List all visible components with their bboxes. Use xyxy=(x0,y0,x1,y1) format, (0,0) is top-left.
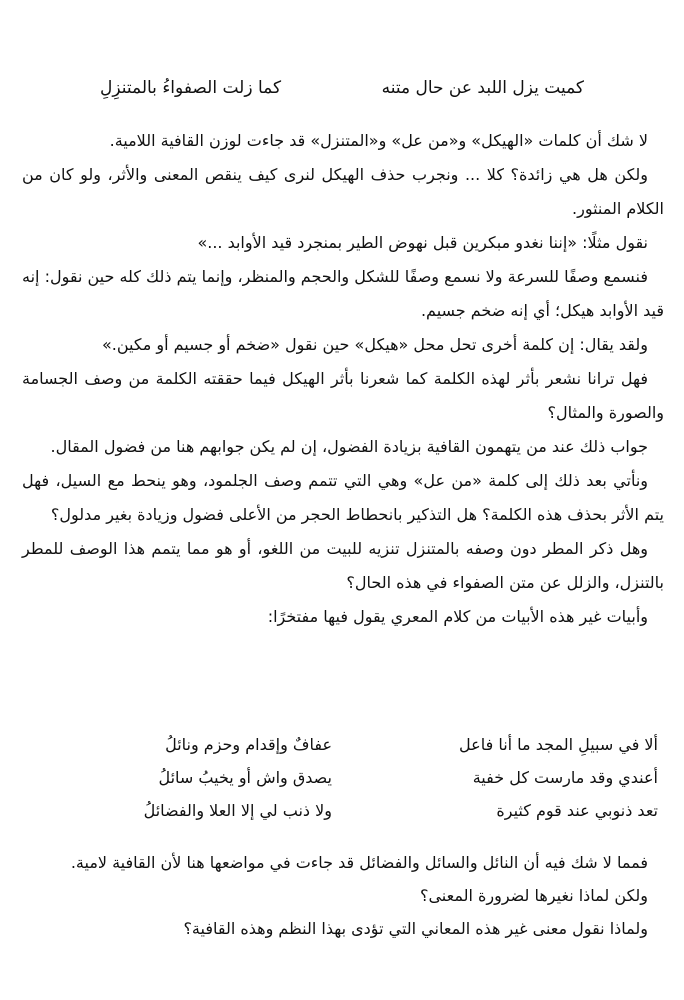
poem-first-hemistich: أعندي وقد مارست كل خفية xyxy=(472,768,658,787)
paragraph: ونأتي بعد ذلك إلى كلمة «من عل» وهي التي تتمم وصف الجلمود، وهو ينحط مع السيل، فهل يتم الأثر بحذف هذه الكلمة؟ هل التذكير بانحطاط الحجر من الأعلى فضول وزيادة بغير مدلول؟ xyxy=(22,471,664,524)
paragraph: ولقد يقال: إن كلمة أخرى تحل محل «هيكل» حين نقول «ضخم أو جسيم أو مكين.» xyxy=(101,335,648,354)
paragraph: ولماذا نقول معنى غير هذه المعاني التي تؤدى بهذا النظم وهذه القافية؟ xyxy=(183,919,648,938)
poem-line xyxy=(100,761,658,794)
paragraph: فهل ترانا نشعر بأثر لهذه الكلمة كما شعرنا بأثر الهيكل فيما حققته الكلمة من وصف الجسامة والصورة والمثال؟ xyxy=(22,369,664,422)
body-text xyxy=(22,124,664,634)
paragraph: وهل ذكر المطر دون وصفه بالمتنزل تنزيه للبيت من اللغو، أو هو مما يتمم هذا الوصف للمطر بالتنزل، والزلل عن متن الصفواء في هذه الحال؟ xyxy=(22,539,664,592)
paragraph: جواب ذلك عند من يتهمون القافية بزيادة الفضول، إن لم يكن جوابهم هنا من فضول المقال. xyxy=(50,437,648,456)
paragraph: فمما لا شك فيه أن النائل والسائل والفضائل قد جاءت في مواضعها هنا لأن القافية لامية. xyxy=(70,853,648,872)
poem-second-hemistich: ولا ذنب لي إلا العلا والفضائلُ xyxy=(143,801,332,820)
verse-first-hemistich: كميت يزل اللبد عن حال متنه xyxy=(381,78,584,98)
poem-line xyxy=(100,794,658,827)
opening-verse xyxy=(60,70,624,106)
poem-first-hemistich: تعد ذنوبي عند قوم كثيرة xyxy=(496,801,658,820)
poem-line xyxy=(100,728,658,761)
paragraph: فنسمع وصفًا للسرعة ولا نسمع وصفًا للشكل والحجم والمنظر، وإنما يتم ذلك كله حين نقول: إنه قيد الأوابد هيكل؛ أي إنه ضخم جسيم. xyxy=(22,267,664,320)
paragraph: لا شك أن كلمات «الهيكل» و«من عل» و«المتنزل» قد جاءت لوزن القافية اللامية. xyxy=(109,131,648,150)
poem-block xyxy=(100,728,658,827)
paragraph: ولكن هل هي زائدة؟ كلا ... ونجرب حذف الهيكل لنرى كيف ينقص المعنى والأثر، ولو كان من الكلام المنثور. xyxy=(22,165,664,218)
paragraph: ولكن لماذا نغيرها لضرورة المعنى؟ xyxy=(419,886,648,905)
poem-second-hemistich: يصدق واش أو يخيبُ سائلُ xyxy=(158,768,332,787)
verse-second-hemistich: كما زلت الصفواءُ بالمتنزِلِ xyxy=(100,78,282,98)
poem-first-hemistich: ألا في سبيلِ المجد ما أنا فاعل xyxy=(459,735,658,754)
paragraph: نقول مثلًا: «إننا نغدو مبكرين قبل نهوض الطير بمنجرد قيد الأوابد ...» xyxy=(197,233,648,252)
paragraph: وأبيات غير هذه الأبيات من كلام المعري يقول فيها مفتخرًا: xyxy=(267,607,648,626)
closing-text xyxy=(22,846,664,945)
poem-second-hemistich: عفافٌ وإقدام وحزم ونائلُ xyxy=(165,735,332,754)
